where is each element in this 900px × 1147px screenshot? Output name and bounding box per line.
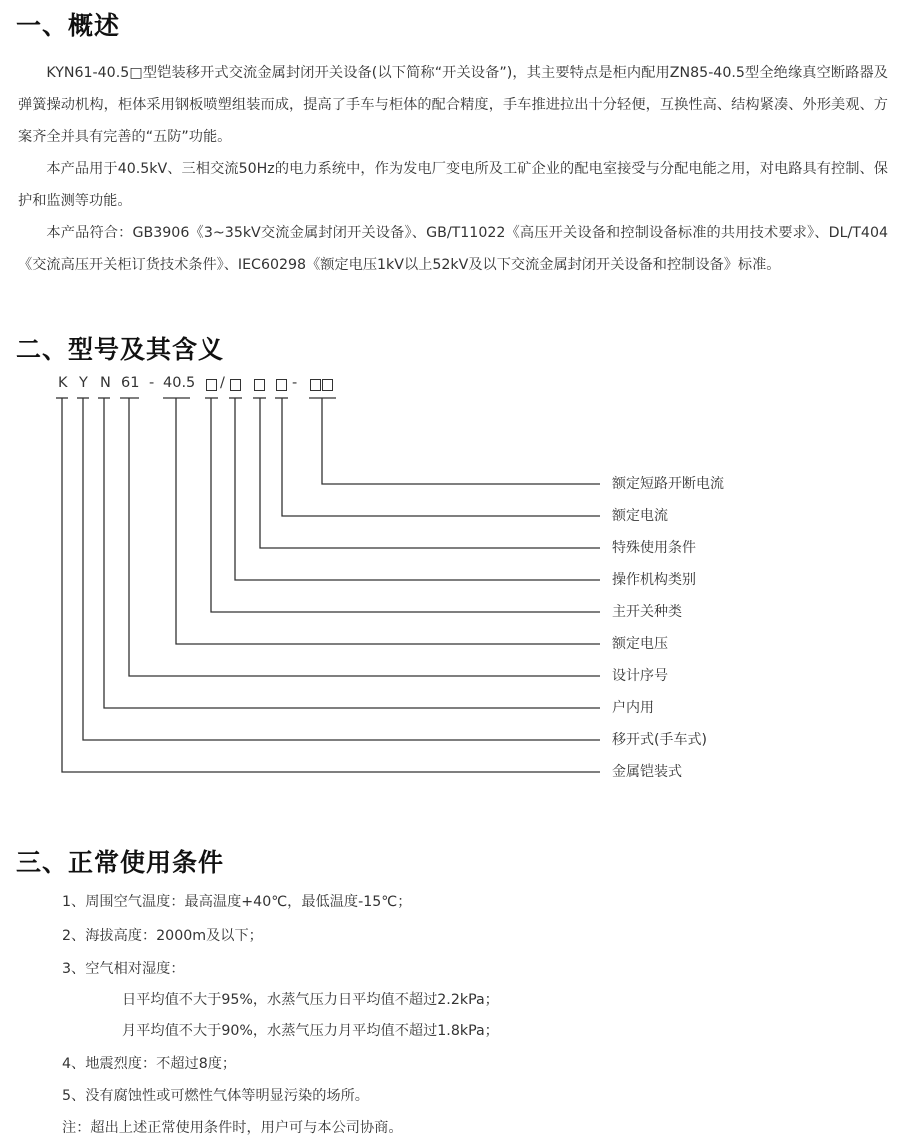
leader-indoor — [104, 398, 600, 708]
leader-design-number — [129, 398, 600, 676]
code-dash-2: - — [292, 375, 298, 391]
code-slash: / — [220, 375, 225, 391]
condition-humidity-monthly: 月平均值不大于90%，水蒸气压力月平均值不超过1.8kPa； — [122, 1023, 499, 1039]
leader-mechanism-type — [235, 398, 600, 580]
leader-metal-clad — [62, 398, 600, 772]
code-dash-1: - — [149, 375, 155, 391]
label-design-number: 设计序号 — [612, 668, 668, 684]
section-title-model: 二、型号及其含义 — [16, 335, 225, 364]
overview-paragraph-3: 本产品符合：GB3906《3~35kV交流金属封闭开关设备》、GB/T11022《高压开关设备和控制设备标准的共用技术要求》、DL/T404《交流高压开关柜订货技术条件》、IEC60298《额定电压1kV以上52kV及以下交流金属封闭开关设备和控制设备》标准。 — [18, 225, 888, 273]
overview-paragraph-2: 本产品用于40.5kV、三相交流50Hz的电力系统中，作为发电厂变电所及工矿企业的配电室接受与分配电能之用，对电路具有控制、保护和监测等功能。 — [18, 161, 888, 209]
code-series: 61 — [121, 375, 140, 391]
label-special-conditions: 特殊使用条件 — [612, 540, 696, 556]
section-title-conditions: 三、正常使用条件 — [16, 848, 225, 877]
label-main-switch-type: 主开关种类 — [612, 604, 682, 620]
code-y: Y — [79, 375, 88, 391]
code-k: K — [58, 375, 68, 391]
leader-rated-current — [282, 398, 600, 516]
label-withdrawable: 移开式(手车式) — [612, 732, 707, 748]
condition-item-seismic: 4、地震烈度：不超过8度； — [62, 1056, 237, 1072]
overview-paragraph-1: KYN61-40.5□型铠装移开式交流金属封闭开关设备(以下简称“开关设备”)，其主要特点是柜内配用ZN85-40.5型全绝缘真空断路器及弹簧操动机构，柜体采用钢板喷塑组装而成，提高了手车与柜体的配合精度，手车推进拉出十分轻便，互换性高、结构紧凑、外形美观、方案齐全并具有完善的“五防”功能。 — [18, 65, 888, 145]
label-mechanism-type: 操作机构类别 — [612, 572, 696, 588]
condition-note: 注：超出上述正常使用条件时，用户可与本公司协商。 — [62, 1120, 403, 1136]
leader-rated-voltage — [176, 398, 600, 644]
label-indoor: 户内用 — [612, 700, 654, 716]
condition-item-humidity: 3、空气相对湿度： — [62, 961, 185, 977]
code-voltage: 40.5 — [163, 375, 196, 391]
leader-withdrawable — [83, 398, 600, 740]
leader-breaking-current — [322, 398, 600, 484]
label-rated-current: 额定电流 — [612, 508, 668, 524]
leader-special-conditions — [260, 398, 600, 548]
label-rated-short-circuit-breaking-current: 额定短路开断电流 — [612, 476, 724, 492]
condition-item-environment: 5、没有腐蚀性或可燃性气体等明显污染的场所。 — [62, 1088, 369, 1104]
label-metal-clad: 金属铠装式 — [612, 764, 682, 780]
label-rated-voltage: 额定电压 — [612, 636, 668, 652]
condition-humidity-daily: 日平均值不大于95%，水蒸气压力日平均值不超过2.2kPa； — [122, 992, 499, 1008]
condition-item-temperature: 1、周围空气温度：最高温度+40℃，最低温度-15℃； — [62, 894, 412, 910]
condition-item-altitude: 2、海拔高度：2000m及以下； — [62, 928, 263, 944]
section-title-overview: 一、概述 — [16, 11, 121, 40]
code-n: N — [100, 375, 111, 391]
